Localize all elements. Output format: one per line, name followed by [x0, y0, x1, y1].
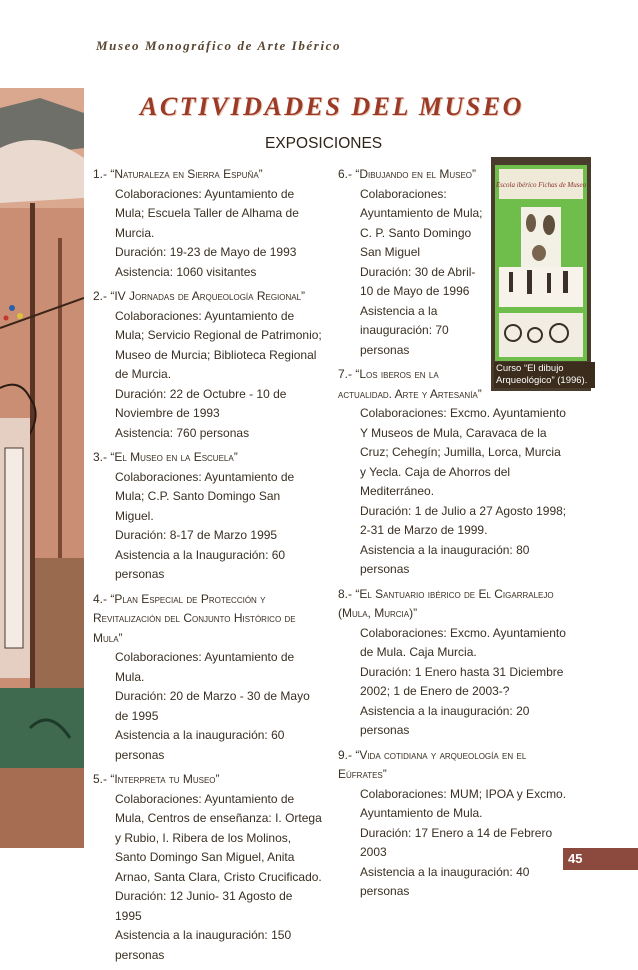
exhibition-attendance: Asistencia a la inauguración: 60 personas	[115, 728, 285, 762]
exhibition-duration: Duración: 1 de Julio a 27 Agosto 1998; 2-31 de Marzo de 1999.	[360, 503, 567, 537]
exhibition-attendance: Asistencia a la inauguración: 150 personas	[115, 928, 292, 962]
exhibition-title: 6.- “Dibujando en el Museo”	[338, 167, 477, 181]
exhibitions-column-1	[93, 165, 322, 970]
page-number: 45	[568, 851, 583, 866]
exhibition-duration: Duración: 1 Enero hasta 31 Diciembre 2002; 1 de Enero de 2003-?	[360, 664, 564, 698]
exhibition-attendance: Asistencia a la inauguración: 80 personas	[360, 542, 530, 576]
exhibition-item	[93, 165, 322, 282]
exhibition-title: 8.- “El Santuario ibérico de El Cigarralejo (Mula, Murcia)”	[338, 586, 554, 620]
exhibition-title: 7.- “Los iberos en la actualidad. Arte y Artesanía”	[338, 367, 482, 401]
exhibition-duration: Duración: 22 de Octubre - 10 de Noviembre de 1993	[115, 386, 287, 420]
exhibition-title: 3.- “El Museo en la Escuela”	[93, 450, 238, 464]
exhibition-item	[93, 448, 322, 585]
section-heading: EXPOSICIONES	[265, 135, 383, 152]
exhibition-title: 5.- “Interpreta tu Museo”	[93, 772, 220, 786]
exhibition-collaborations: Colaboraciones: Ayuntamiento de Mula; C. P. Santo Domingo San Miguel	[360, 186, 483, 259]
exhibition-attendance: Asistencia: 1060 visitantes	[115, 264, 257, 279]
exhibition-attendance: Asistencia: 760 personas	[115, 425, 250, 440]
exhibition-attendance: Asistencia a la inauguración: 40 personas	[360, 864, 530, 898]
exhibition-duration: Duración: 8-17 de Marzo 1995	[115, 528, 278, 542]
exhibition-collaborations: Colaboraciones: Ayuntamiento de Mula; Servicio Regional de Patrimonio; Museo de Murcia; Biblioteca Regional de Murcia.	[115, 308, 322, 381]
course-photo	[491, 157, 591, 391]
exhibition-collaborations: Colaboraciones: Ayuntamiento de Mula.	[115, 650, 295, 684]
exhibition-collaborations: Colaboraciones: Ayuntamiento de Mula, Centros de enseñanza: I. Ortega y Rubio, I. Ribera de los Molinos, Santo Domingo San Miguel, Anita Arnao, Santa Clara, Cristo Crucificado.	[115, 791, 322, 884]
exhibition-item	[338, 746, 568, 902]
exhibition-duration: Duración: 30 de Abril-10 de Mayo de 1996	[360, 264, 476, 298]
photo-caption: Curso “El dibujo Arqueológico” (1996).	[494, 362, 595, 388]
exhibition-duration: Duración: 17 Enero a 14 de Febrero 2003	[360, 825, 553, 859]
exhibition-attendance: Asistencia a la inauguración: 70 personas	[360, 303, 449, 357]
exhibition-title: 2.- “IV Jornadas de Arqueología Regional”	[93, 289, 306, 303]
exhibition-item	[338, 165, 486, 360]
exhibition-collaborations: Colaboraciones: Excmo. Ayuntamiento de Mula. Caja Murcia.	[360, 625, 566, 659]
exhibition-duration: Duración: 20 de Marzo - 30 de Mayo de 1995	[115, 689, 310, 723]
exhibition-collaborations: Colaboraciones: Ayuntamiento de Mula; Escuela Taller de Alhama de Murcia.	[115, 186, 299, 240]
exhibition-item	[338, 585, 568, 741]
decorative-painting	[0, 88, 84, 848]
exhibition-collaborations: Colaboraciones: Excmo. Ayuntamiento Y Museos de Mula, Caravaca de la Cruz; Cehegín; Jumilla, Lorca, Murcia y Yecla. Caja de Ahorros del Mediterráneo.	[360, 406, 566, 498]
exhibition-attendance: Asistencia a la inauguración: 20 personas	[360, 703, 530, 737]
exhibition-duration: Duración: 19-23 de Mayo de 1993	[115, 245, 297, 259]
exhibition-item	[93, 770, 322, 965]
exhibition-item	[338, 365, 568, 580]
exhibition-item	[93, 287, 322, 443]
running-header: Museo Monográfico de Arte Ibérico	[96, 38, 342, 53]
page-title: ACTIVIDADES DEL MUSEO	[140, 92, 524, 121]
exhibition-item	[93, 590, 322, 766]
exhibition-duration: Duración: 12 Junio- 31 Agosto de 1995	[115, 889, 293, 923]
board-text: Escola ibérico Fichas de Museo	[495, 181, 587, 189]
exhibition-title: 1.- “Naturaleza en Sierra Espuña”	[93, 167, 263, 181]
exhibition-collaborations: Colaboraciones: MUM; IPOA y Excmo. Ayuntamiento de Mula.	[360, 786, 567, 820]
exhibition-attendance: Asistencia a la Inauguración: 60 personas	[115, 547, 286, 581]
exhibition-collaborations: Colaboraciones: Ayuntamiento de Mula; C.P. Santo Domingo San Miguel.	[115, 469, 295, 523]
exhibition-title: 9.- “Vida cotidiana y arqueología en el Eúfrates”	[338, 747, 527, 781]
exhibition-title: 4.- “Plan Especial de Protección y Revitalización del Conjunto Histórico de Mula”	[93, 591, 296, 645]
